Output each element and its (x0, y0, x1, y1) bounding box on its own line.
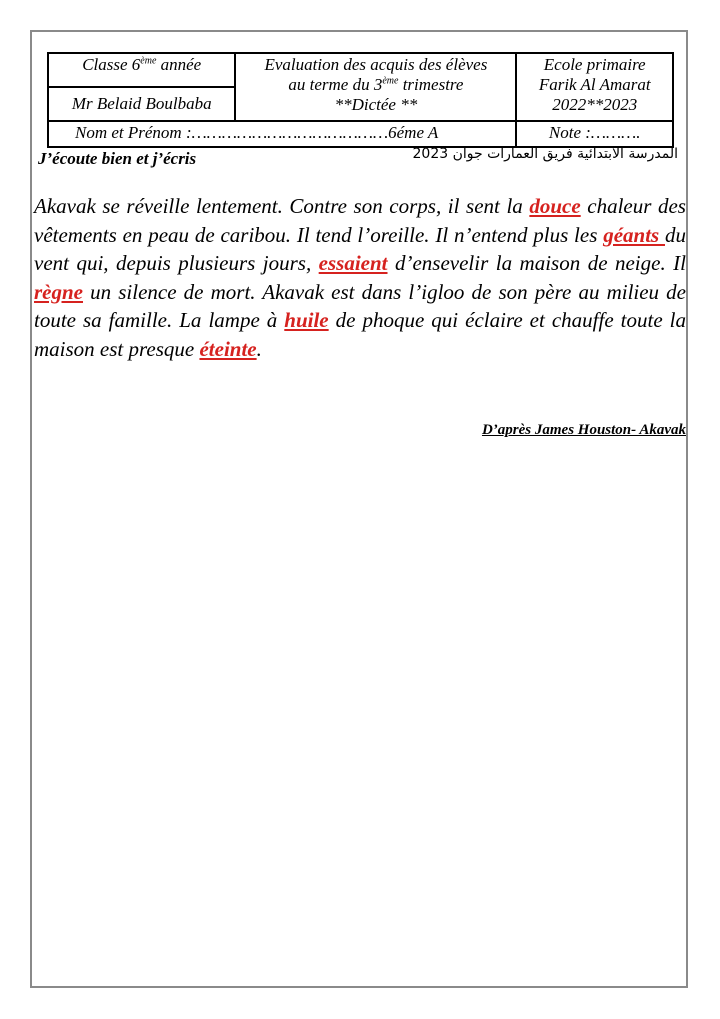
dictation-paragraph: Akavak se réveille lentement. Contre son corps, il sent la douce chaleur des vêtements en peau de caribou. Il tend l’oreille. Il n’entend plus les géants du vent qui, depuis plusieurs jours, essaient d’ensevelir la maison de neige. Il règne un silence de mort. Akavak est dans l’igloo de son père au milieu de toute sa famille. La lampe à huile de phoque qui éclaire et chauffe toute la maison est presque éteinte. (34, 194, 686, 361)
evaluation-title-cell (235, 53, 516, 121)
highlighted-word: éteinte (199, 336, 257, 361)
highlighted-word: huile (284, 308, 329, 332)
school-cell: Ecole primaire Farik Al Amarat 2022**2023 (516, 53, 673, 121)
eval-line-2: au terme du 3ème trimestre (288, 75, 464, 94)
arabic-school-line: المدرسة الابتدائية فريق العمارات جوان 2023 (412, 146, 678, 162)
instruction-text: J’écoute bien et j’écris (38, 149, 197, 168)
highlighted-word: essaient (318, 251, 388, 275)
highlighted-word: règne (34, 279, 83, 304)
eval-line-3: **Dictée ** (334, 95, 418, 114)
header-table (47, 52, 674, 148)
highlighted-word: géants (603, 222, 665, 247)
page-border (30, 30, 688, 988)
teacher-cell: Mr Belaid Boulbaba (48, 87, 235, 121)
student-name-field: Nom et Prénom :…………………………………6éme A (48, 121, 516, 147)
class-cell: Classe 6ème année (48, 53, 235, 87)
note-field: Note :………. (516, 121, 673, 147)
source-citation: D’après James Houston- Akavak (481, 422, 686, 438)
eval-line-1: Evaluation des acquis des élèves (264, 55, 488, 74)
highlighted-word: douce (529, 194, 581, 218)
